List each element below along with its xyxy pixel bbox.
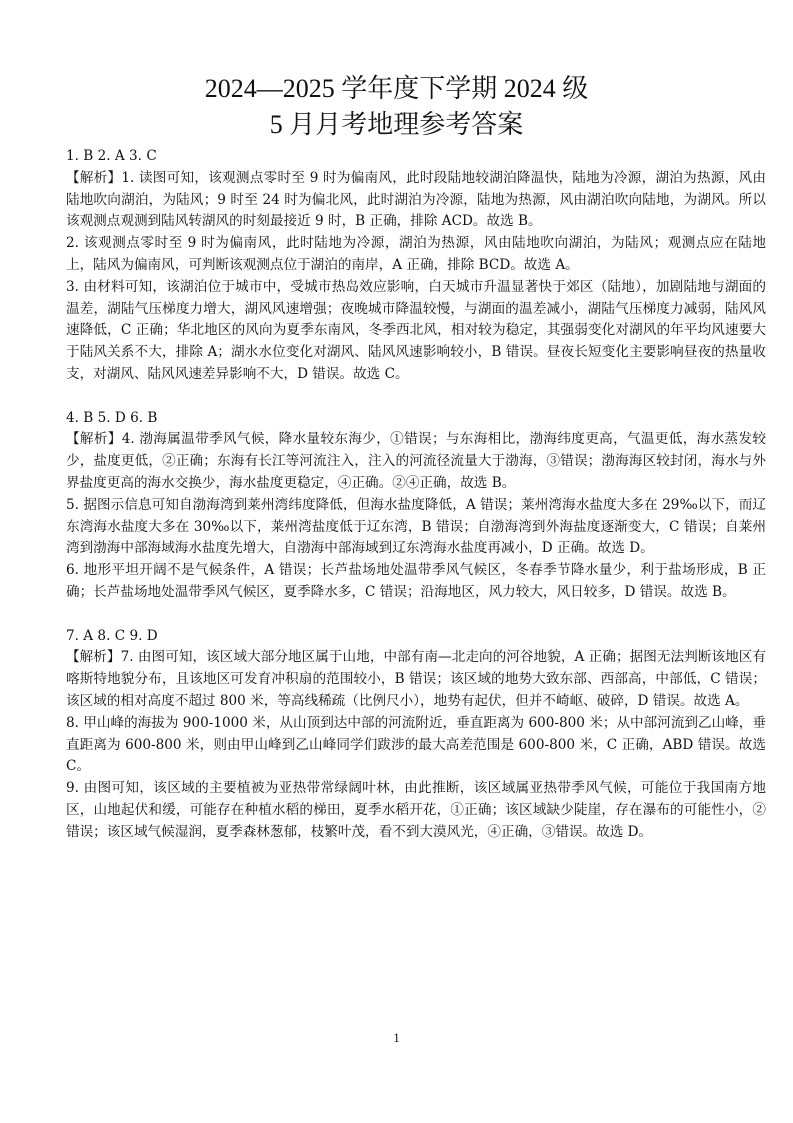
title-line-2: 5 月月考地理参考答案 (269, 110, 524, 139)
explanation-q5: 5. 据图示信息可知自渤海湾到莱州湾纬度降低，但海水盐度降低，A 错误；莱州湾海水盐度大多在 29‰以下，而辽东湾海水盐度大多在 30‰以下，莱州湾盐度低于辽东湾，B 错误；自渤海湾到外海盐度逐渐变大，C 错误；自莱州湾到渤海中部海域海水盐度先增大，自渤海中部海域到辽东湾海水盐度再减小，D 正确。故选 D。 (66, 496, 766, 557)
answer-block-3 (66, 626, 766, 844)
answers-4-6: 4. B 5. D 6. B (66, 409, 158, 426)
explanation-q2: 2. 该观测点零时至 9 时为偏南风，此时陆地为冷源，湖泊为热源，风由陆地吹向湖泊，为陆风；观测点应在陆地上，陆风为偏南风，可判断该观测点位于湖泊的南岸，A 正确，排除 BCD。故选 A。 (66, 235, 766, 273)
answer-block-1 (66, 146, 766, 386)
explanation-q8: 8. 甲山峰的海拔为 900-1000 米，从山顶到达中部的河流附近，垂直距离为 600-800 米；从中部河流到乙山峰，垂直距离为 600-800 米，则由甲山峰到乙山峰同学们跋涉的最大高差范围是 600-800 米，C 正确，ABD 错误。故选 C。 (66, 714, 766, 775)
explanation-q6: 6. 地形平坦开阔不是气候条件，A 错误；长芦盐场地处温带季风气候区，冬春季节降水量少，利于盐场形成，B 正确；长芦盐场地处温带季风气候区，夏季降水多，C 错误；沿海地区，风力较大，风日较多，D 错误。故选 B。 (66, 562, 766, 600)
explanation-q1: 【解析】1. 读图可知，该观测点零时至 9 时为偏南风，此时段陆地较湖泊降温快，陆地为冷源，湖泊为热源，风由陆地吹向湖泊，为陆风；9 时至 24 时为偏北风，此时湖泊为冷源，陆地为热源，风由湖泊吹向陆地，为湖风。所以该观测点观测到陆风转湖风的时刻最接近 9 时，B 正确，排除 ACD。故选 B。 (66, 169, 766, 230)
answer-block-2 (66, 408, 766, 604)
spacer (66, 386, 766, 408)
page-number: 1 (393, 1030, 400, 1045)
explanation-q7: 【解析】7. 由图可知，该区域大部分地区属于山地，中部有南—北走向的河谷地貌，A 正确；据图无法判断该地区有喀斯特地貌分布，且该地区可发育冲积扇的范围较小，B 错误；该区域的地势大致东部、西部高，中部低，C 错误；该区域的相对高度不超过 800 米，等高线稀疏（比例尺小），地势有起伏，但并不崎岖、破碎，D 错误。故选 A。 (66, 649, 766, 709)
answers-1-3: 1. B 2. A 3. C (66, 148, 157, 164)
answer-content (66, 146, 766, 844)
explanation-q3: 3. 由材料可知，该湖泊位于城市中，受城市热岛效应影响，白天城市升温显著快于郊区（陆地），加剧陆地与湖面的温差，湖陆气压梯度力增大，湖风风速增强；夜晚城市降温较慢，与湖面的温差减小，湖陆气压梯度力减弱，陆风风速降低，C 正确；华北地区的风向为夏季东南风，冬季西北风，相对较为稳定，其强弱变化对湖风的年平均风速要大于陆风关系不大，排除 A；湖水水位变化对湖风、陆风风速影响较小，B 错误。昼夜长短变化主要影响昼夜的热量收支，对湖风、陆风风速差异影响不大，D 错误。故选 C。 (66, 278, 766, 382)
explanation-q4: 【解析】4. 渤海属温带季风气候，降水量较东海少，①错误；与东海相比，渤海纬度更高，气温更低，海水蒸发较少，盐度更低，②正确；东海有长江等河流注入，注入的河流径流量大于渤海，③错误；渤海海区较封闭，海水与外界盐度更高的海水交换少，海水盐度更稳定，④正确。②④正确，故选 B。 (66, 431, 766, 491)
explanation-q9: 9. 由图可知，该区域的主要植被为亚热带常绿阔叶林，由此推断，该区域属亚热带季风气候，可能位于我国南方地区，山地起伏和缓，可能存在种植水稻的梯田，夏季水稻开花，①正确；该区域缺少陡崖，存在瀑布的可能性小，②错误；该区域气候湿润，夏季森林葱郁，枝繁叶茂，看不到大漠风光，④正确，③错误。故选 D。 (66, 780, 766, 840)
answers-7-9: 7. A 8. C 9. D (66, 627, 158, 644)
title-line-1: 2024—2025 学年度下学期 2024 级 (204, 74, 589, 103)
spacer (66, 604, 766, 626)
